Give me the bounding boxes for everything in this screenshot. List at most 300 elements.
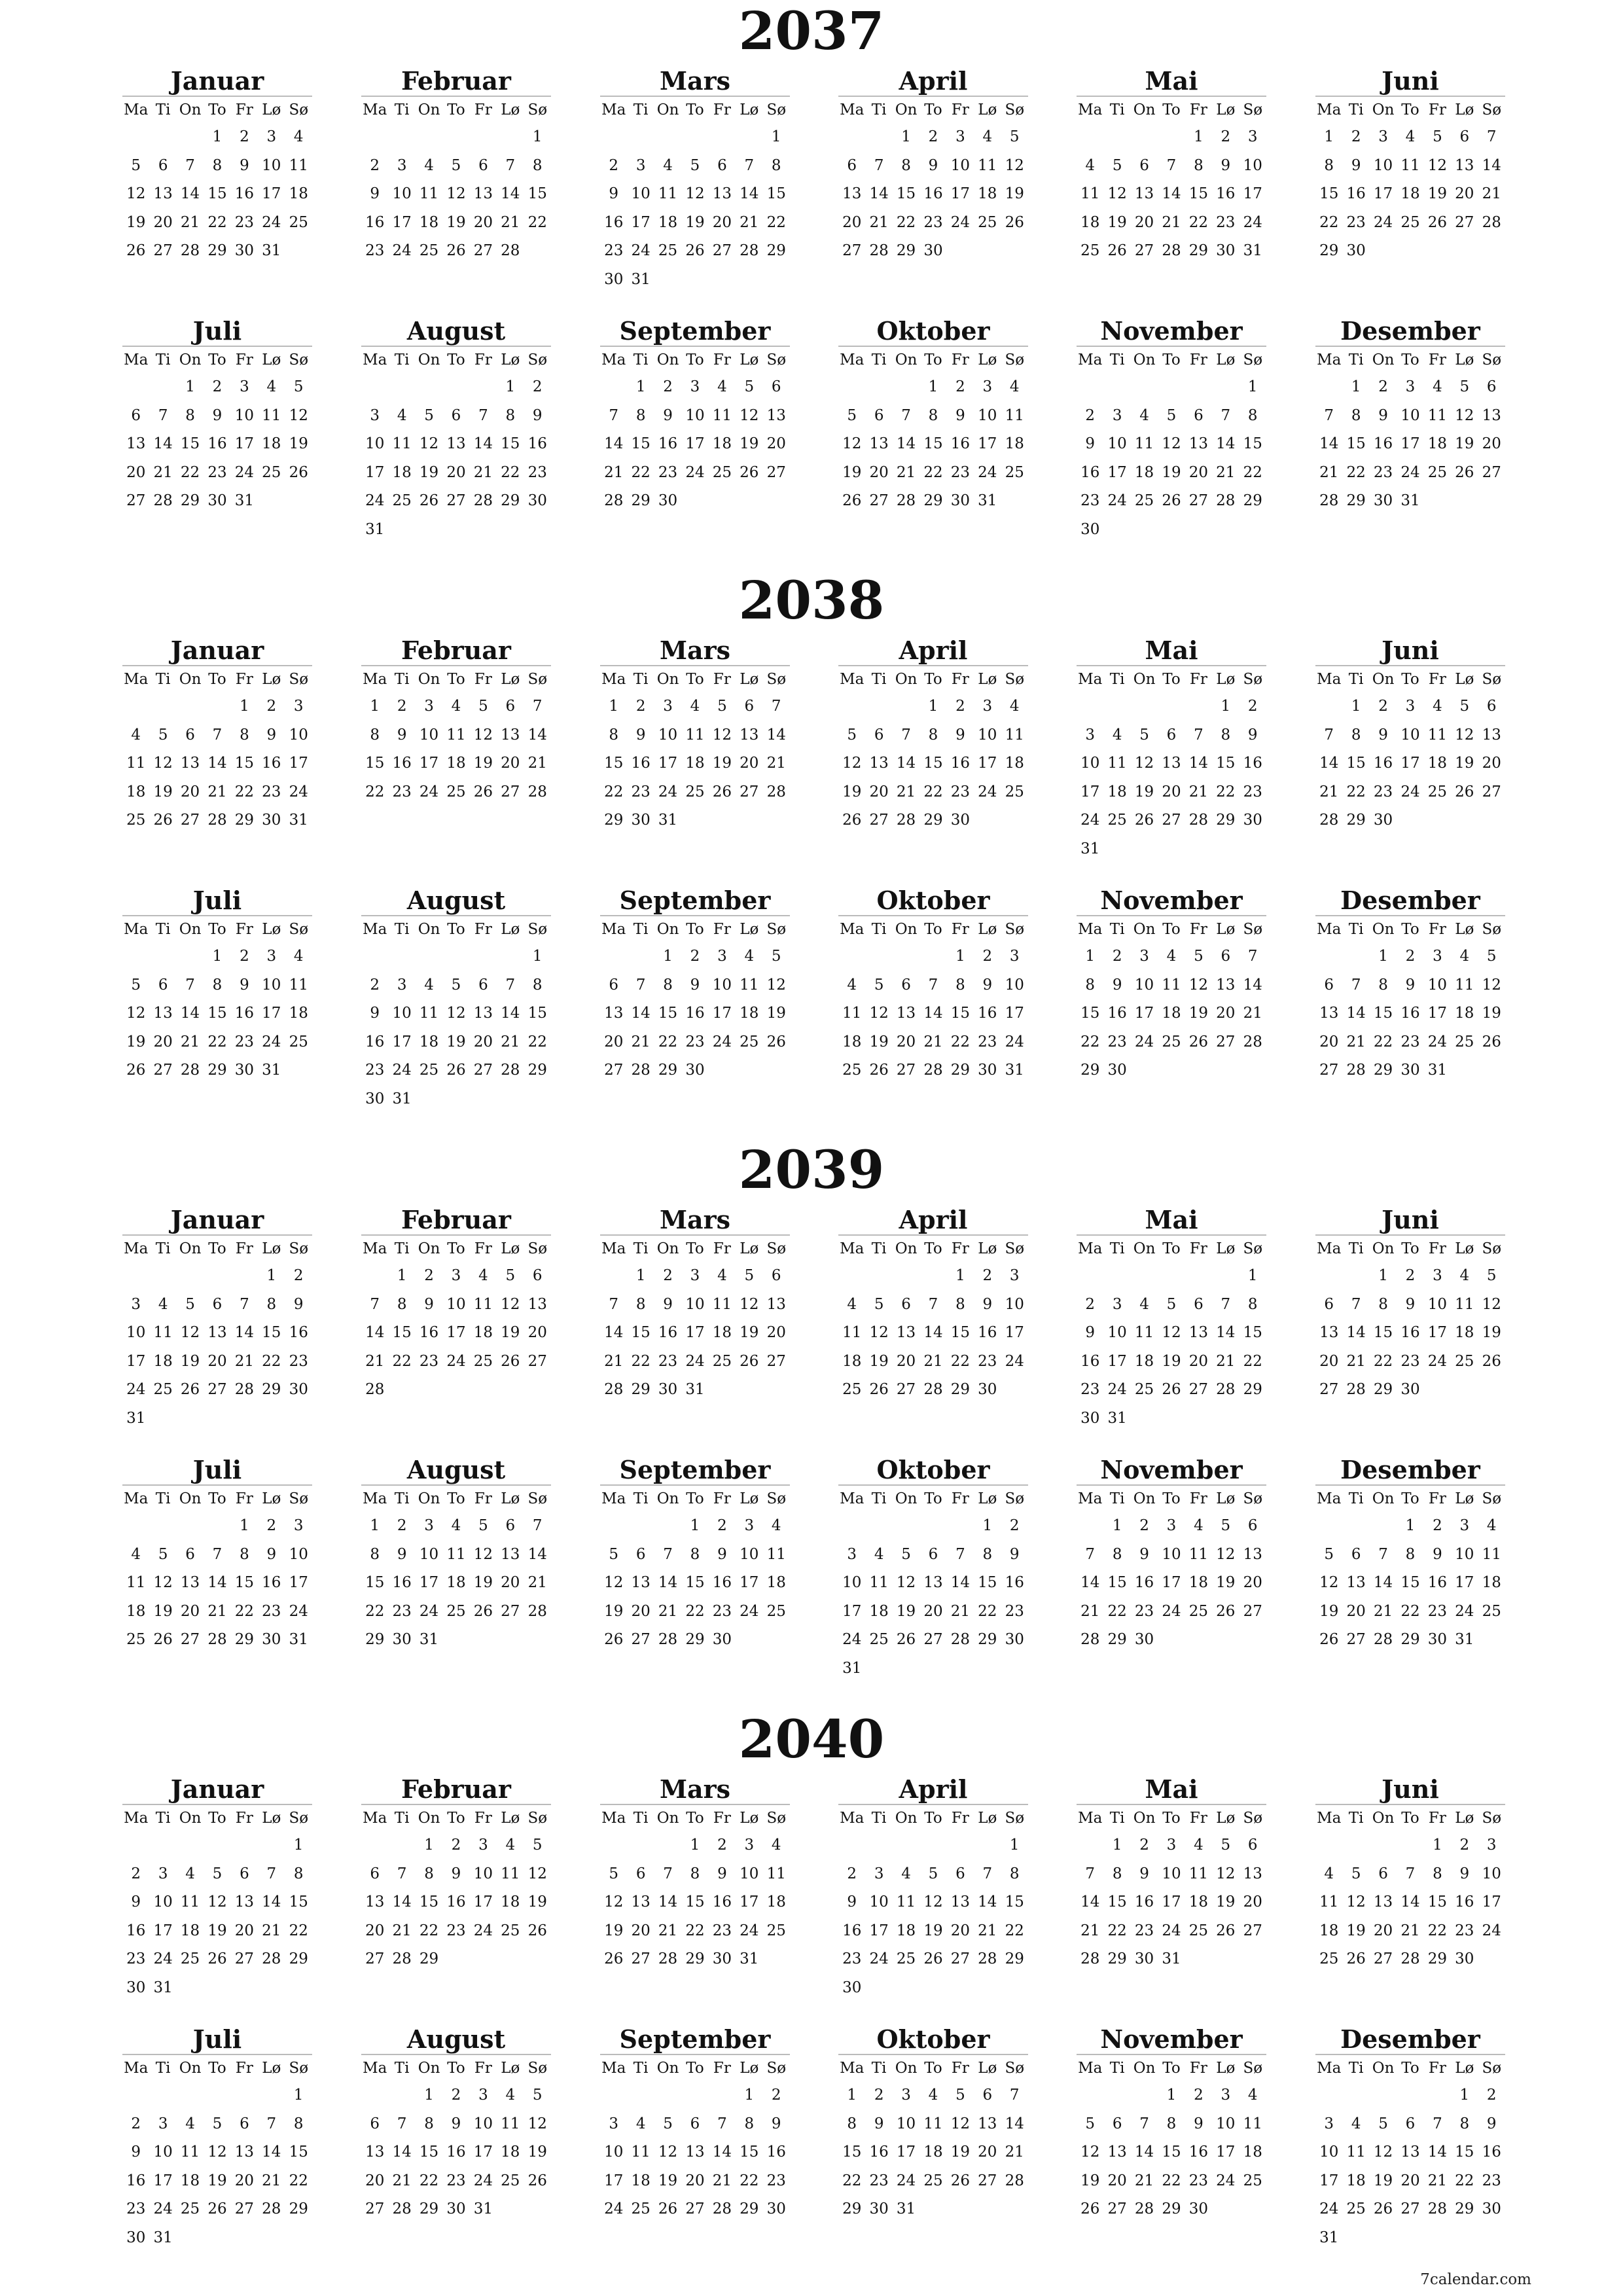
day-cell: 10 [1319,2144,1339,2161]
month-name: Mai [1145,1205,1198,1234]
weekday-label: Ma [840,101,865,118]
day-cell: 18 [501,1893,520,1910]
weekday-label: Ma [840,921,865,938]
day-cell: 29 [631,1381,651,1398]
day-cell [1185,1262,1212,1291]
weekday-label: Ti [633,921,649,938]
week-row [838,2195,1028,2224]
week-row [361,1860,551,1889]
day-cell [361,1262,388,1291]
weekday-label: To [686,921,704,938]
day-cell: 27 [1188,492,1209,509]
week-row [600,1626,790,1655]
weekday-label: Fr [951,1490,969,1507]
day-cell: 29 [262,1381,281,1398]
day-cell: 1 [609,698,619,715]
weekday-label: Lø [262,101,281,118]
day-cell: 24 [658,783,678,800]
weekday-header [838,1484,1028,1512]
day-cell: 26 [842,492,862,509]
day-cell: 22 [685,1922,705,1939]
day-cell: 27 [740,783,759,800]
day-cell: 24 [1400,783,1420,800]
day-cell: 16 [234,1005,255,1022]
day-cell: 3 [1139,948,1149,965]
day-cell [838,942,865,971]
day-cell: 14 [1319,755,1339,772]
month-block [122,1456,312,1655]
day-cell: 15 [1107,1574,1127,1591]
day-cell: 23 [1243,783,1262,800]
day-cell: 5 [1166,1295,1177,1313]
day-cell: 15 [685,1893,705,1910]
day-cell: 8 [266,1295,277,1313]
day-cell: 13 [978,2115,997,2132]
day-cell: 18 [923,2144,943,2161]
weekday-label: Lø [740,2060,759,2077]
day-cell: 20 [473,213,493,231]
day-cell: 13 [604,1005,624,1022]
day-cell: 5 [1351,1865,1361,1882]
day-cell [258,487,285,516]
weekday-header [838,96,1028,123]
day-cell: 11 [419,1005,439,1022]
day-cell: 26 [766,1033,786,1050]
day-cell: 20 [712,213,732,231]
day-cell: 22 [289,1922,308,1939]
weekday-header [361,1804,551,1831]
day-cell: 19 [1080,2172,1100,2189]
day-cell: 28 [740,242,759,259]
day-cell: 30 [1243,812,1262,829]
day-cell: 10 [1080,755,1100,772]
day-cell: 23 [869,2172,889,2189]
day-cell: 12 [1482,1295,1501,1313]
weekday-label: Ti [394,1490,410,1507]
week-row [838,373,1028,402]
day-cell: 15 [1373,1324,1393,1341]
day-cell: 2 [1351,128,1361,145]
weekday-label: Sø [1005,1490,1025,1507]
day-cell: 17 [153,2172,173,2189]
day-cell: 5 [1166,406,1177,424]
weekday-header [600,96,790,123]
month-name: April [899,636,968,665]
day-cell: 25 [631,2200,651,2217]
month-block [600,317,790,516]
day-cell: 14 [658,1574,678,1591]
day-cell [838,373,865,402]
day-cell [1478,806,1505,835]
day-cell [470,373,497,402]
day-cell: 20 [365,1922,385,1939]
weekday-header [361,915,551,942]
week-row [600,1831,790,1860]
day-cell: 28 [262,1950,281,1967]
week-row [122,1945,312,1974]
week-row [600,2138,790,2167]
day-cell: 11 [869,1574,889,1591]
weekday-label: Lø [978,921,997,938]
week-row [1077,2195,1266,2224]
day-cell: 29 [1162,2200,1181,2217]
day-cell: 4 [1247,2087,1258,2104]
week-row [1315,459,1505,488]
day-cell: 17 [740,1893,759,1910]
day-cell [149,373,176,402]
day-cell: 26 [180,1381,200,1398]
day-cell: 19 [446,1033,466,1050]
day-cell [736,1056,762,1085]
day-cell: 14 [207,755,227,772]
day-cell: 17 [1400,755,1420,772]
day-cell: 14 [923,1324,943,1341]
day-cell: 26 [473,1602,493,1620]
day-cell: 7 [1247,948,1258,965]
day-cell: 21 [473,463,493,481]
week-row [838,778,1028,807]
day-cell: 2 [424,1267,434,1284]
day-cell: 9 [266,1545,277,1563]
weekday-label: Sø [527,2060,548,2077]
week-row [1315,2110,1505,2139]
day-cell: 18 [126,783,146,800]
day-cell: 3 [478,1837,488,1854]
month-name: Februar [401,66,511,96]
weekday-label: Fr [474,2060,492,2077]
day-cell [122,1262,149,1291]
day-cell: 28 [1216,492,1236,509]
day-cell: 20 [631,1922,651,1939]
day-cell: 6 [131,406,141,424]
day-cell: 20 [685,2172,705,2189]
day-cell: 7 [397,1865,407,1882]
day-cell: 11 [740,976,759,994]
day-cell: 23 [1373,463,1393,481]
week-row [122,1831,312,1860]
day-cell: 5 [928,1865,938,1882]
weekday-label: Ti [1348,101,1364,118]
day-cell: 12 [1373,2144,1393,2161]
month-block [838,317,1028,516]
day-cell: 2 [1405,1267,1416,1284]
day-cell [204,692,230,721]
weekday-header [838,1804,1028,1831]
day-cell: 1 [901,128,911,145]
day-cell: 11 [1400,156,1420,174]
day-cell: 25 [1427,783,1448,800]
day-cell [442,373,469,402]
day-cell: 11 [1080,185,1100,202]
day-cell: 1 [212,128,223,145]
day-cell [388,516,415,545]
weekday-label: To [208,351,226,368]
day-cell [177,692,204,721]
day-cell [947,237,974,266]
day-cell: 9 [609,185,619,202]
day-cell: 11 [1243,2115,1262,2132]
day-cell: 7 [212,726,223,744]
day-cell: 17 [896,2144,916,2161]
day-cell: 20 [1216,1005,1236,1022]
week-row [1077,2081,1266,2110]
week-row [1315,1376,1505,1405]
day-cell: 4 [1405,128,1416,145]
day-cell [893,373,919,402]
day-cell: 21 [1346,1033,1366,1050]
day-cell: 16 [1400,1005,1420,1022]
day-cell: 30 [1427,1631,1448,1648]
week-row [1077,806,1266,835]
day-cell: 16 [1134,1893,1154,1910]
day-cell: 27 [1216,1033,1236,1050]
day-cell: 16 [1243,755,1262,772]
day-cell: 7 [1139,2115,1149,2132]
weekday-label: Ti [1109,921,1125,938]
day-cell: 17 [1319,2172,1339,2189]
day-cell: 16 [631,755,651,772]
day-cell: 23 [1080,492,1100,509]
day-cell: 24 [631,242,651,259]
day-cell [919,1262,946,1291]
day-cell: 6 [847,156,857,174]
week-row [838,1655,1028,1683]
week-row [1315,2167,1505,2196]
weekday-header [122,346,312,373]
week-row [838,749,1028,778]
day-cell: 27 [1346,1631,1366,1648]
day-cell: 22 [1080,1033,1100,1050]
day-cell: 15 [527,1005,547,1022]
weekday-label: Ti [871,1490,887,1507]
weekday-label: Ma [601,101,626,118]
week-row [1077,1541,1266,1570]
day-cell: 30 [1188,2200,1209,2217]
week-row [1077,516,1266,545]
day-cell: 23 [658,463,678,481]
day-cell [893,692,919,721]
month-name: August [406,2024,506,2054]
day-cell: 6 [185,726,195,744]
day-cell: 31 [658,812,678,829]
day-cell: 2 [1378,378,1388,395]
day-cell: 17 [712,1005,732,1022]
day-cell: 20 [869,463,889,481]
day-cell: 5 [847,726,857,744]
day-cell: 28 [896,812,916,829]
day-cell: 23 [392,783,412,800]
day-cell: 14 [712,2144,732,2161]
month-block [361,1456,551,1655]
day-cell: 13 [923,1574,943,1591]
week-row [361,209,551,238]
day-cell: 25 [766,1922,786,1939]
day-cell: 31 [392,1090,412,1107]
day-cell: 8 [690,1545,700,1563]
weekday-label: Lø [1216,351,1236,368]
day-cell [258,2224,285,2253]
weekday-header [122,665,312,692]
day-cell: 13 [1107,2144,1127,2161]
weekday-header [361,1234,551,1262]
day-cell: 27 [631,1631,651,1648]
week-row [122,1917,312,1946]
day-cell: 6 [1194,1295,1204,1313]
day-cell: 9 [955,726,965,744]
week-row [838,2167,1028,2196]
day-cell: 1 [424,2087,434,2104]
week-row [838,1262,1028,1291]
day-cell: 30 [766,2200,786,2217]
day-cell: 3 [131,1295,141,1313]
day-cell: 19 [842,783,862,800]
weekday-label: Ti [633,101,649,118]
day-cell: 2 [1112,948,1122,965]
day-cell: 28 [180,1062,200,1079]
day-cell: 5 [1085,2115,1096,2132]
day-cell: 22 [1373,1352,1393,1370]
month-name: Mars [659,1205,731,1234]
week-row [122,778,312,807]
month-block [361,886,551,1113]
day-cell: 27 [978,2172,997,2189]
day-cell: 5 [1324,1545,1334,1563]
day-cell [204,1831,230,1860]
week-row [361,516,551,545]
week-row [838,1974,1028,2003]
day-cell: 19 [1455,755,1474,772]
day-cell: 21 [896,463,916,481]
day-cell: 27 [1134,242,1154,259]
weekday-label: Sø [289,921,309,938]
weekday-label: Lø [1455,1810,1474,1827]
day-cell [865,942,892,971]
day-cell: 28 [923,1062,943,1079]
week-row [361,1028,551,1057]
day-cell: 1 [982,1517,993,1534]
day-cell: 9 [1405,976,1416,994]
day-cell: 27 [1482,463,1501,481]
week-row [838,2138,1028,2167]
day-cell: 9 [1459,1865,1470,1882]
weekday-header [361,346,551,373]
day-cell: 23 [950,783,971,800]
weekday-label: Sø [766,1490,787,1507]
weekday-label: On [1133,1810,1156,1827]
day-cell: 13 [842,185,862,202]
day-cell: 25 [1346,2200,1366,2217]
weekday-label: Lø [978,671,997,688]
day-cell: 24 [289,1602,308,1620]
weekday-label: Fr [1189,1240,1207,1257]
day-cell: 21 [923,1033,943,1050]
day-cell: 22 [1346,783,1366,800]
day-cell: 29 [1216,812,1236,829]
day-cell: 2 [717,1517,727,1534]
day-cell: 1 [1405,1517,1416,1534]
day-cell: 18 [473,1324,493,1341]
day-cell: 24 [1216,2172,1236,2189]
weekday-label: Ma [363,921,387,938]
day-cell: 15 [365,1574,385,1591]
day-cell: 17 [1427,1005,1448,1022]
weekday-label: On [1133,921,1156,938]
day-cell: 20 [153,1033,173,1050]
weekday-label: Sø [1243,1490,1263,1507]
day-cell: 30 [978,1381,997,1398]
day-cell: 31 [1162,1950,1181,1967]
day-cell: 8 [635,406,646,424]
weekday-label: To [1401,921,1419,938]
weekday-label: Sø [527,1490,548,1507]
day-cell [1212,516,1239,545]
month-name: Juni [1382,1205,1439,1234]
day-cell: 19 [1482,1324,1501,1341]
day-cell: 29 [1080,1062,1100,1079]
weekday-label: Ma [124,101,149,118]
day-cell: 6 [1324,976,1334,994]
day-cell: 3 [397,156,407,174]
day-cell: 15 [604,755,624,772]
weekday-label: Fr [713,1240,731,1257]
day-cell: 27 [180,812,200,829]
day-cell: 6 [1378,1865,1388,1882]
day-cell [1077,1512,1103,1541]
day-cell: 4 [266,378,277,395]
day-cell: 29 [1373,1381,1393,1398]
day-cell: 19 [1005,185,1024,202]
day-cell: 8 [982,1545,993,1563]
weekday-label: Lø [262,1490,281,1507]
day-cell: 7 [771,698,781,715]
day-cell: 9 [131,1893,141,1910]
day-cell: 21 [950,1602,971,1620]
weekday-label: Fr [1189,2060,1207,2077]
year-title: 2039 [738,1139,885,1200]
day-cell: 1 [1009,1837,1020,1854]
day-cell: 4 [1194,1517,1204,1534]
week-row [1315,999,1505,1028]
day-cell: 29 [419,2200,439,2217]
day-cell: 3 [1112,406,1122,424]
day-cell: 14 [631,1005,651,1022]
weekday-label: Lø [1216,2060,1236,2077]
weekday-label: Ma [601,1490,626,1507]
weekday-label: On [1372,351,1395,368]
day-cell: 27 [473,1062,493,1079]
week-row [838,1626,1028,1655]
week-row [122,721,312,750]
month-block [1315,1206,1505,1405]
month-block [1077,1206,1266,1433]
weekday-label: Lø [262,921,281,938]
day-cell: 24 [473,1922,493,1939]
day-cell: 12 [1162,1324,1181,1341]
day-cell: 19 [869,1352,889,1370]
weekday-label: To [208,921,226,938]
day-cell [1077,1262,1103,1291]
day-cell: 22 [1188,213,1209,231]
week-row [838,180,1028,209]
week-row [1315,1945,1505,1974]
week-row [1077,2110,1266,2139]
day-cell: 2 [1139,1837,1149,1854]
day-cell: 8 [771,156,781,174]
week-row [838,999,1028,1028]
week-row [361,1262,551,1291]
weekday-label: Ma [840,351,865,368]
day-cell: 12 [1455,726,1474,744]
